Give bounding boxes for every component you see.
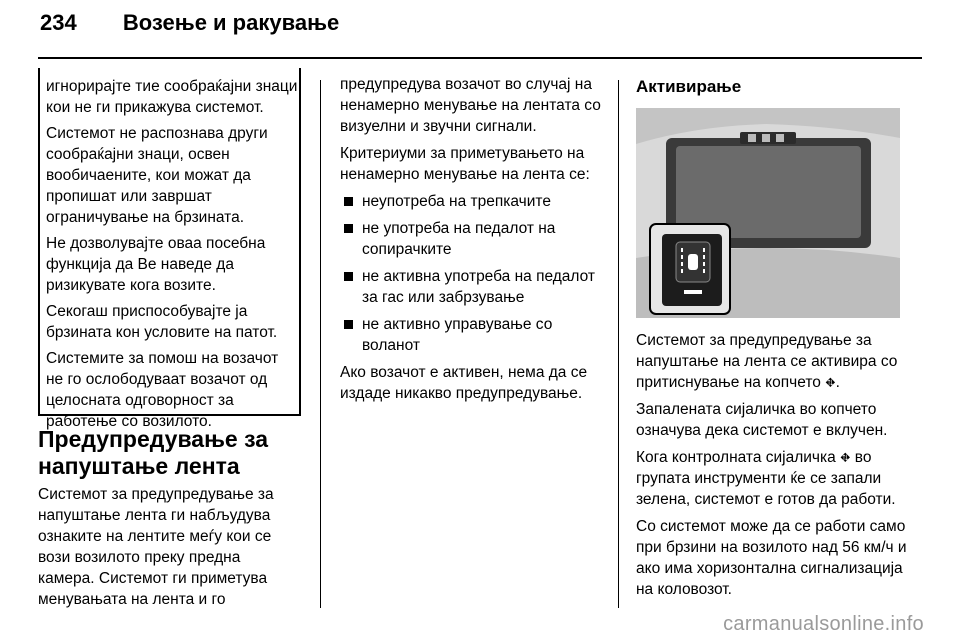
- lane-departure-icon: ⛖: [840, 450, 851, 465]
- page-title: Возење и ракување: [122, 10, 340, 35]
- left-column: [38, 426, 300, 616]
- lane-departure-icon: ⛖: [825, 375, 836, 390]
- warning-box: [38, 68, 301, 430]
- middle-column: [340, 74, 608, 410]
- list-item: не активно управување со воланот: [340, 314, 608, 356]
- warning-paragraph: Системот не распознава други сообраќајни знаци, освен вообичаените, кои можат да пропишат или завршат ограничување на брзината.: [46, 125, 268, 226]
- list-item: не активна употреба на педалот за гас или забрзување: [340, 266, 608, 308]
- page-header: [40, 10, 339, 36]
- right-paragraph: Запалената сијаличка во копчето означува дека системот е вклучен.: [636, 401, 888, 439]
- column-divider: [618, 80, 619, 608]
- right-paragraph: Кога контролната сијаличка ⛖ во групата инструменти ќе се запали зелена, системот е готов да работи.: [636, 449, 896, 508]
- middle-paragraph: предупредува возачот во случај на ненамерно менување на лентата со визуелни и звучни сигнали.: [340, 76, 601, 135]
- header-rule: [38, 57, 922, 59]
- right-paragraph: Системот за предупредување за напуштање на лента се активира со притиснување на копчето ⛖.: [636, 332, 898, 391]
- criteria-list: [340, 191, 608, 356]
- warning-paragraph: Секогаш приспособувајте ја брзината кон условите на патот.: [46, 303, 278, 341]
- column-divider: [320, 80, 321, 608]
- right-column: [636, 330, 908, 606]
- section-heading: Предупредување за напуштање лента: [38, 426, 269, 479]
- middle-paragraph: Ако возачот е активен, нема да се издаде никакво предупредување.: [340, 364, 588, 402]
- dashboard-illustration-svg: [636, 108, 900, 318]
- page-number: 234: [40, 10, 77, 35]
- section-intro: Системот за предупредување за напуштање лента ги набљудува ознаките на лентите меѓу кои се вози возилото преку предна камера. Системот ги приметува менувањата на лента и го: [38, 486, 274, 608]
- right-heading-wrap: [636, 76, 908, 97]
- list-item: неупотреба на трепкачите: [340, 191, 608, 212]
- warning-paragraph: Не дозволувајте оваа посебна функција да Ве наведе да ризикувате кога возите.: [46, 235, 266, 294]
- middle-paragraph: Критериуми за приметувањето на ненамерно менување на лента се:: [340, 145, 590, 183]
- dashboard-illustration: [636, 108, 900, 318]
- right-paragraph: Со системот може да се работи само при брзини на возилото над 56 км/ч и ако има хоризонтална сигнализација на коловозот.: [636, 518, 907, 598]
- watermark: carmanualsonline.info: [723, 613, 924, 635]
- warning-paragraph: Системите за помош на возачот не го ослободуваат возачот од целосната одговорност за работење со возилото.: [46, 350, 279, 430]
- activation-heading: Активирање: [636, 77, 742, 96]
- warning-paragraph: игнорирајте тие сообраќајни знаци кои не ги прикажува системот.: [46, 78, 298, 116]
- list-item: не употреба на педалот на сопирачките: [340, 218, 608, 260]
